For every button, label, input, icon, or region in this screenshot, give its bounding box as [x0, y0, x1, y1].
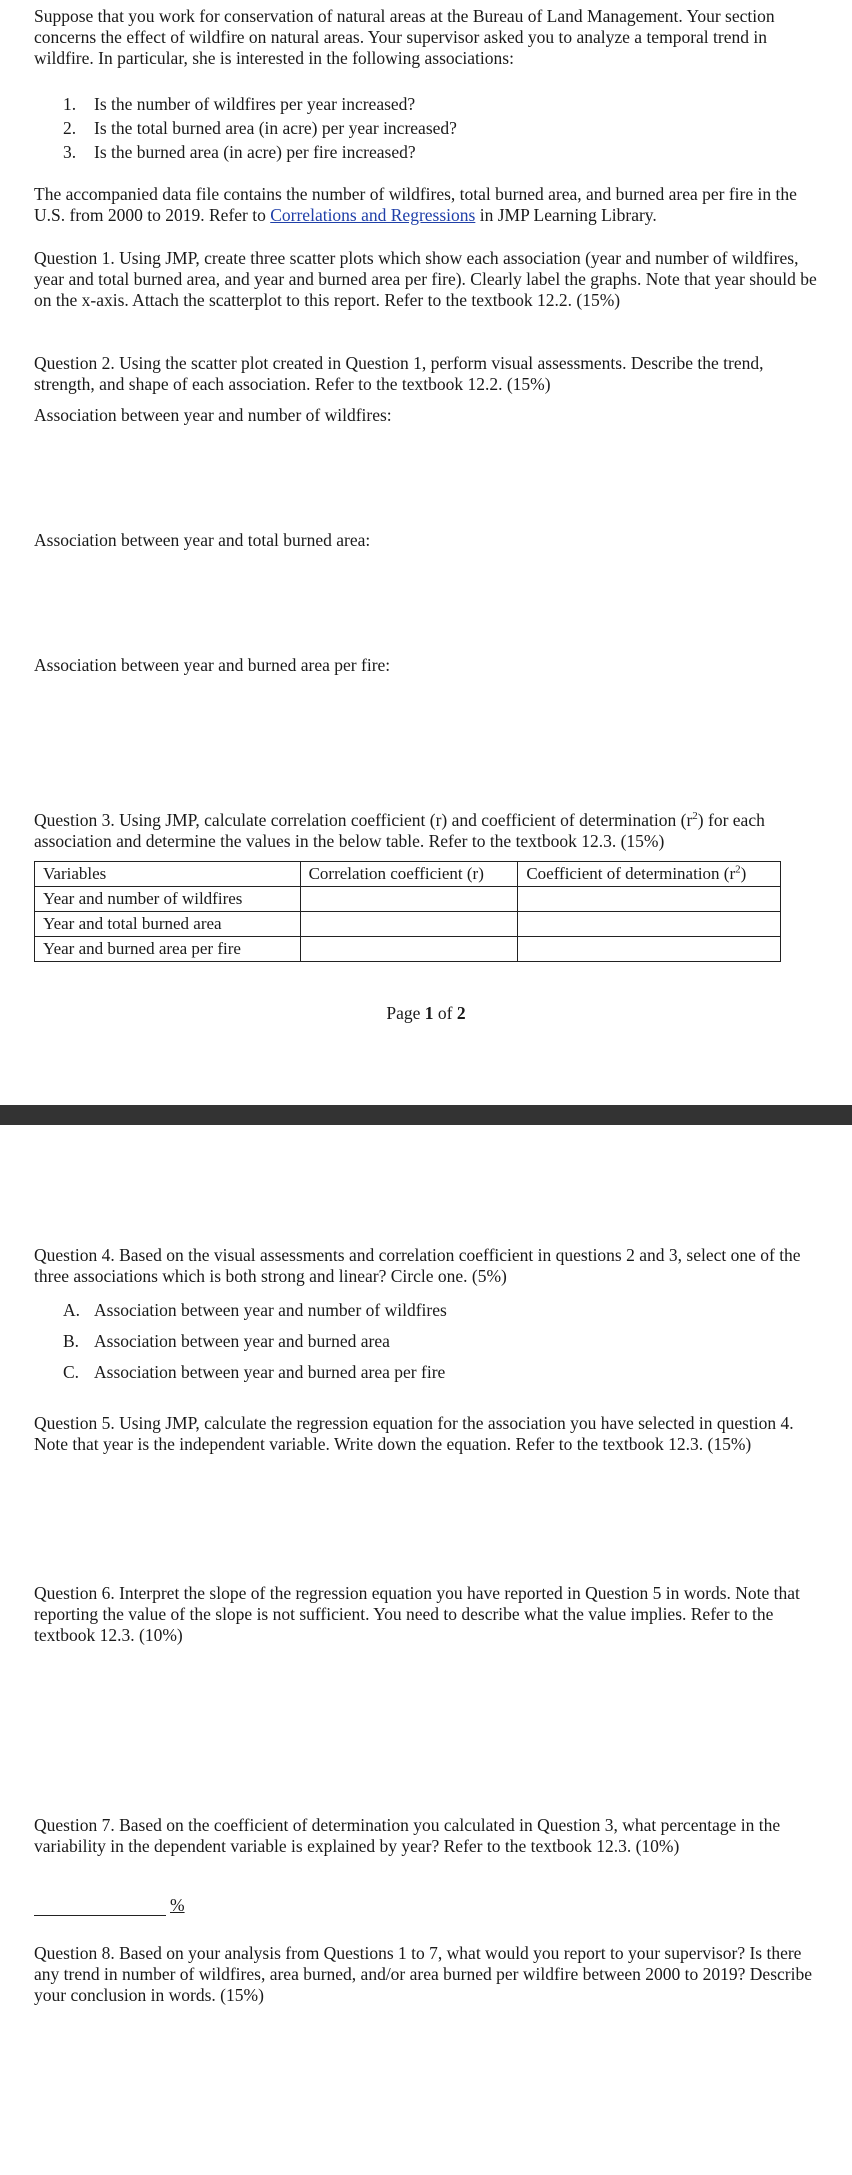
- jmp-library-link[interactable]: Correlations and Regressions: [270, 205, 476, 225]
- question-2: Question 2. Using the scatter plot created in Question 1, perform visual assessments. Describe the trend, strength, and shape of each association. Refer to the textbook 12.2. (15%): [34, 353, 764, 394]
- question-8: Question 8. Based on your analysis from Questions 1 to 7, what would you report to your supervisor? Is there any trend in number of wildfires, area burned, and/or area burned per wildfire between 2000 to 2019? Describe your conclusion in words. (15%): [34, 1943, 812, 2005]
- table-cell-variable: Year and total burned area: [35, 912, 301, 937]
- choice-option-c[interactable]: [34, 1357, 824, 1388]
- header-text: Coefficient of determination (r: [526, 864, 736, 883]
- q2-assoc-burned-area-label: Association between year and total burned area:: [34, 530, 371, 550]
- choice-text: Association between year and burned area per fire: [94, 1362, 446, 1382]
- q3-text: Question 3. Using JMP, calculate correlation coefficient (r) and coefficient of determination (r: [34, 810, 693, 830]
- table-header-variables: Variables: [35, 862, 301, 887]
- table-cell-determination[interactable]: [518, 887, 781, 912]
- list-number: 1.: [63, 94, 77, 114]
- question-6: Question 6. Interpret the slope of the regression equation you have reported in Question 5 in words. Note that reporting the value of the slope is not sufficient. You need to describe what the value implies. Refer to the textbook 12.3. (10%): [34, 1583, 800, 1645]
- association-list: [34, 92, 824, 164]
- header-text-end: ): [740, 864, 747, 883]
- footer-label: Page: [386, 1003, 425, 1023]
- choice-text: Association between year and burned area: [94, 1331, 390, 1351]
- header-superscript: 2: [735, 863, 741, 876]
- list-item: [34, 140, 824, 164]
- list-item-text: Is the total burned area (in acre) per year increased?: [94, 118, 457, 138]
- data-file-text-end: in JMP Learning Library.: [475, 205, 657, 225]
- choice-letter: C.: [63, 1362, 80, 1382]
- footer-page-number: 1: [424, 1003, 434, 1023]
- data-file-text: The accompanied data file contains the number of wildfires, total burned area, and burned area per fire in the U.S. from 2000 to 2019. Refer to: [34, 184, 797, 225]
- table-cell-variable: Year and number of wildfires: [35, 887, 301, 912]
- question-7: Question 7. Based on the coefficient of determination you calculated in Question 3, what percentage in the variability in the dependent variable is explained by year? Refer to the textbook 12.3. (10%): [34, 1815, 781, 1856]
- question-3: [34, 810, 824, 852]
- table-cell-correlation[interactable]: [300, 912, 518, 937]
- q3-superscript: 2: [692, 810, 698, 823]
- page-separator: [0, 1105, 852, 1125]
- list-item: [34, 92, 824, 116]
- table-cell-correlation[interactable]: [300, 937, 518, 962]
- q7-answer-blank[interactable]: [34, 1897, 166, 1916]
- choice-list: [34, 1295, 824, 1388]
- choice-text: Association between year and number of wildfires: [94, 1300, 447, 1320]
- q7-answer-row: [34, 1895, 824, 1916]
- percent-sign: %: [170, 1895, 185, 1915]
- footer-of: of: [433, 1003, 457, 1023]
- choice-letter: B.: [63, 1331, 80, 1351]
- list-item-text: Is the burned area (in acre) per fire increased?: [94, 142, 416, 162]
- question-4: Question 4. Based on the visual assessments and correlation coefficient in questions 2 and 3, select one of the three associations which is both strong and linear? Circle one. (5%): [34, 1245, 801, 1286]
- q2-assoc-area-per-fire-label: Association between year and burned area per fire:: [34, 655, 391, 675]
- document-page-2: [0, 1125, 852, 2175]
- q3-text-end: ) for each association and determine the values in the below table. Refer to the textbook 12.3. (15%): [34, 810, 765, 851]
- choice-option-a[interactable]: [34, 1295, 824, 1326]
- table-cell-determination[interactable]: [518, 912, 781, 937]
- choice-letter: A.: [63, 1300, 81, 1320]
- table-header-correlation: Correlation coefficient (r): [300, 862, 518, 887]
- table-row: [35, 912, 781, 937]
- table-cell-variable: Year and burned area per fire: [35, 937, 301, 962]
- footer-page-total: 2: [456, 1003, 466, 1023]
- list-item-text: Is the number of wildfires per year increased?: [94, 94, 416, 114]
- page-footer: [0, 1003, 852, 1024]
- question-5: Question 5. Using JMP, calculate the regression equation for the association you have selected in question 4. Note that year is the independent variable. Write down the equation. Refer to the textbook 12.3. (15%): [34, 1413, 794, 1454]
- list-number: 3.: [63, 142, 77, 162]
- table-row: [35, 937, 781, 962]
- correlation-table: [34, 861, 781, 962]
- choice-option-b[interactable]: [34, 1326, 824, 1357]
- table-header-determination: [518, 862, 781, 887]
- correlation-table-wrapper: [34, 861, 824, 962]
- list-item: [34, 116, 824, 140]
- table-header-row: [35, 862, 781, 887]
- question-1: Question 1. Using JMP, create three scatter plots which show each association (year and number of wildfires, year and total burned area, and year and burned area per fire). Clearly label the graphs. Note that year should be on the x-axis. Attach the scatterplot to this report. Refer to the textbook 12.2. (15%): [34, 248, 817, 310]
- intro-paragraph: Suppose that you work for conservation of natural areas at the Bureau of Land Management. Your section concerns the effect of wildfire on natural areas. Your supervisor asked you to analyze a temporal trend in wildfire. In particular, she is interested in the following associations:: [34, 6, 775, 68]
- q2-assoc-wildfires-label: Association between year and number of wildfires:: [34, 405, 392, 425]
- data-file-paragraph: [34, 184, 824, 226]
- table-row: [35, 887, 781, 912]
- table-cell-determination[interactable]: [518, 937, 781, 962]
- table-cell-correlation[interactable]: [300, 887, 518, 912]
- list-number: 2.: [63, 118, 77, 138]
